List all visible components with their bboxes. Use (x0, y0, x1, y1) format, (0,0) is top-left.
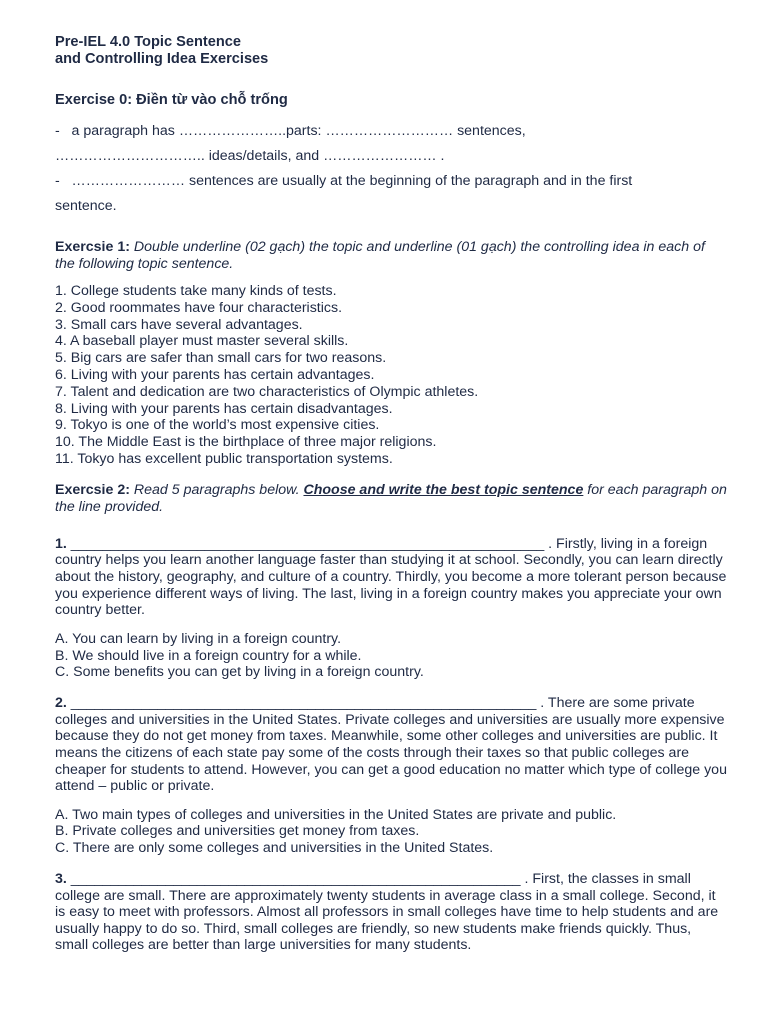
list-item: 6. Living with your parents has certain advantages. (55, 366, 375, 383)
answer-blank[interactable]: ___________________________________________________________ (70, 695, 537, 712)
list-item: 4. A baseball player must master several skills. (55, 333, 349, 350)
exercise1-intro (55, 239, 728, 273)
option-item: A. Two main types of colleges and universities in the United States are private and public. (55, 806, 617, 823)
exercise0-line2: ………………………….. ideas/details, and …………………… . (55, 148, 445, 164)
answer-blank[interactable]: ____________________________________________________________ (70, 535, 545, 552)
exercise2-instruction-b: Choose and write the best topic sentence (303, 481, 584, 498)
exercise2-label: Exercsie 2: (55, 481, 130, 498)
option-item: B. We should live in a foreign country for a while. (55, 647, 362, 664)
exercise0-line4: sentence. (55, 198, 117, 214)
list-item: 5. Big cars are safer than small cars for two reasons. (55, 350, 387, 367)
option-item: B. Private colleges and universities get money from taxes. (55, 823, 420, 840)
paragraph-text: . There are some private colleges and universities in the United States. Private colleges and universities are usually more expensive because they do not get money from taxes. Meanwhile, some other colleges and universities are public. It means the citizens of each state pay some of the costs through their taxes so that public colleges are cheaper for students to attend. However, you can get a good education no matter which type of college you attend – public or private. (55, 695, 727, 795)
paragraph2-options (55, 807, 728, 857)
exercise2-paragraph-1 (55, 536, 728, 619)
answer-blank[interactable]: _________________________________________________________ (70, 871, 521, 888)
exercise2-paragraph-2 (55, 695, 728, 795)
exercise2-instruction-c: for each paragraph on the line provided. (55, 481, 727, 515)
page-title-line2: and Controlling Idea Exercises (55, 51, 269, 67)
exercise1-label: Exercsie 1: (55, 239, 130, 255)
exercise0-line3: - …………………… sentences are usually at the beginning of the paragraph and in the first (55, 173, 633, 189)
list-item: 10. The Middle East is the birthplace of three major religions. (55, 434, 437, 451)
exercise2-intro (55, 482, 728, 516)
list-item: 8. Living with your parents has certain disadvantages. (55, 400, 393, 417)
list-item: 11. Tokyo has excellent public transportation systems. (55, 450, 393, 467)
list-item: 7. Talent and dedication are two characteristics of Olympic athletes. (55, 383, 479, 400)
paragraph-text: . First, the classes in small college are small. There are approximately twenty students in average class in a small college. Second, it is easy to meet with professors. Almost all professors in small colleges have time to help students and are usually happy to do so. Third, small colleges are friendly, so new students make friends quickly. Thus, small colleges are better than large universities for many students. (55, 871, 719, 954)
list-item: 9. Tokyo is one of the world’s most expensive cities. (55, 417, 380, 434)
option-item: C. There are only some colleges and universities in the United States. (55, 840, 494, 857)
exercise1-list (55, 283, 728, 468)
exercise0-line1: - a paragraph has …………………..parts: ……………………… sentences, (55, 123, 526, 139)
paragraph-number: 3. (55, 871, 67, 888)
list-item: 3. Small cars have several advantages. (55, 316, 303, 333)
exercise0-heading: Exercise 0: Điền từ vào chỗ trống (55, 92, 288, 108)
paragraph-text: . Firstly, living in a foreign country helps you learn another language faster than studying it at school. Secondly, you can learn directly about the history, geography, and culture of a country. Thirdly, you become a more tolerant person because you experience different ways of living. The last, living in a foreign country makes you appreciate your own country better. (55, 535, 727, 619)
paragraph1-options (55, 631, 728, 681)
paragraph-number: 2. (55, 695, 67, 712)
exercise2-paragraph-3 (55, 871, 728, 954)
exercise2-instruction-a: Read 5 paragraphs below. (133, 481, 304, 498)
paragraph-number: 1. (55, 535, 67, 552)
option-item: A. You can learn by living in a foreign country. (55, 630, 342, 647)
list-item: 1. College students take many kinds of tests. (55, 283, 337, 299)
page-title-line1: Pre-IEL 4.0 Topic Sentence (55, 34, 241, 50)
exercise1-instruction: Double underline (02 gạch) the topic and underline (01 gạch) the controlling idea in each of the following topic sentence. (55, 239, 705, 272)
option-item: C. Some benefits you can get by living in a foreign country. (55, 664, 424, 681)
list-item: 2. Good roommates have four characteristics. (55, 299, 343, 316)
